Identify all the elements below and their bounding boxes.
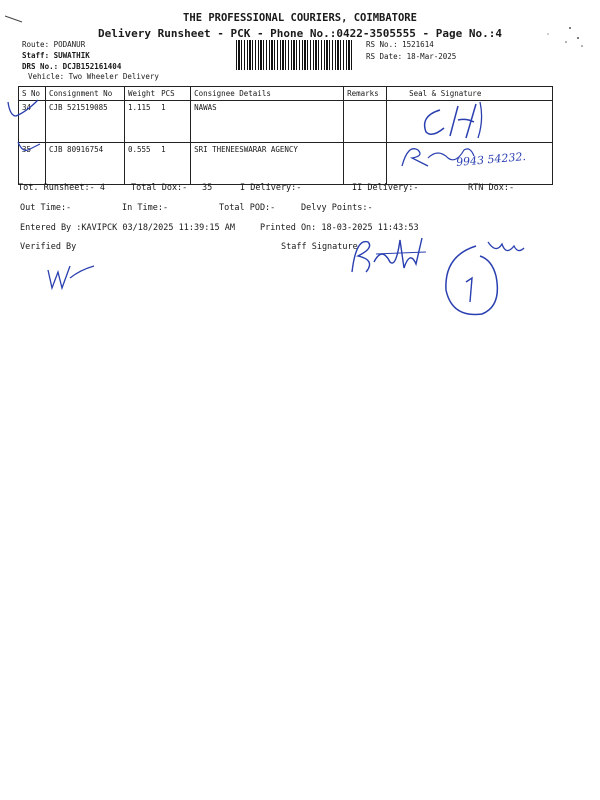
cell-consignee: SRI THENEESWARAR AGENCY <box>191 143 344 185</box>
cell-weight: 0.555 <box>125 143 159 185</box>
staff-signature-label: Staff Signature <box>281 242 358 252</box>
cell-sno: 35 <box>19 143 46 185</box>
entered-by: Entered By :KAVIPCK 03/18/2025 11:39:15 AM <box>20 223 235 233</box>
cell-consignment: CJB 80916754 <box>46 143 125 185</box>
staff: Staff: SUWATHIK <box>22 51 90 60</box>
cell-pcs: 1 <box>158 143 191 185</box>
col-weight: Weight <box>125 87 159 101</box>
total-pod: Total POD:- <box>219 203 276 213</box>
printed-on: Printed On: 18-03-2025 11:43:53 <box>260 223 419 233</box>
handwritten-phone: 9943 54232. <box>455 149 527 170</box>
delvy-points: Delvy Points:- <box>301 203 373 213</box>
cell-consignee: NAWAS <box>191 101 344 143</box>
verified-signature <box>44 262 98 294</box>
col-sno: S No <box>19 87 46 101</box>
out-time: Out Time:- <box>20 203 72 213</box>
tick-mark-row35 <box>14 138 44 158</box>
total-dox-label: Total Dox:- <box>131 183 188 193</box>
runsheet-title: Delivery Runsheet - PCK - Phone No.:0422-3505555 - Page No.:4 <box>98 27 502 40</box>
ii-delivery: II Delivery:- <box>352 183 419 193</box>
rs-number: RS No.: 1521614 <box>366 40 434 49</box>
i-delivery: I Delivery:- <box>240 183 302 193</box>
tick-mark-row34 <box>2 96 42 122</box>
staff-signature <box>346 232 432 278</box>
cell-remarks <box>344 143 387 185</box>
total-dox-value: 35 <box>202 183 213 193</box>
col-pcs: PCS <box>158 87 191 101</box>
cell-weight: 1.115 <box>125 101 159 143</box>
in-time: In Time:- <box>122 203 169 213</box>
col-consignment: Consignment No <box>46 87 125 101</box>
cell-pcs: 1 <box>158 101 191 143</box>
col-remarks: Remarks <box>344 87 387 101</box>
col-consignee: Consignee Details <box>191 87 344 101</box>
drs-number: DRS No.: DCJB152161404 <box>22 62 122 71</box>
rtn-dox: RTN Dox:- <box>468 183 515 193</box>
rs-date: RS Date: 18-Mar-2025 <box>366 52 457 61</box>
cell-sno: 34 <box>19 101 46 143</box>
tot-runsheet: Tot. Runsheet:- 4 <box>18 183 105 193</box>
cell-remarks <box>344 101 387 143</box>
barcode <box>236 40 352 70</box>
cell-consignment: CJB 521519085 <box>46 101 125 143</box>
verified-by: Verified By <box>20 242 77 252</box>
col-seal: Seal & Signature <box>387 87 553 101</box>
route: Route: PODANUR <box>22 40 86 49</box>
company-name: THE PROFESSIONAL COURIERS, COIMBATORE <box>183 12 417 24</box>
vehicle: Vehicle: Two Wheeler Delivery <box>28 72 159 81</box>
round-seal-signature <box>436 236 526 320</box>
